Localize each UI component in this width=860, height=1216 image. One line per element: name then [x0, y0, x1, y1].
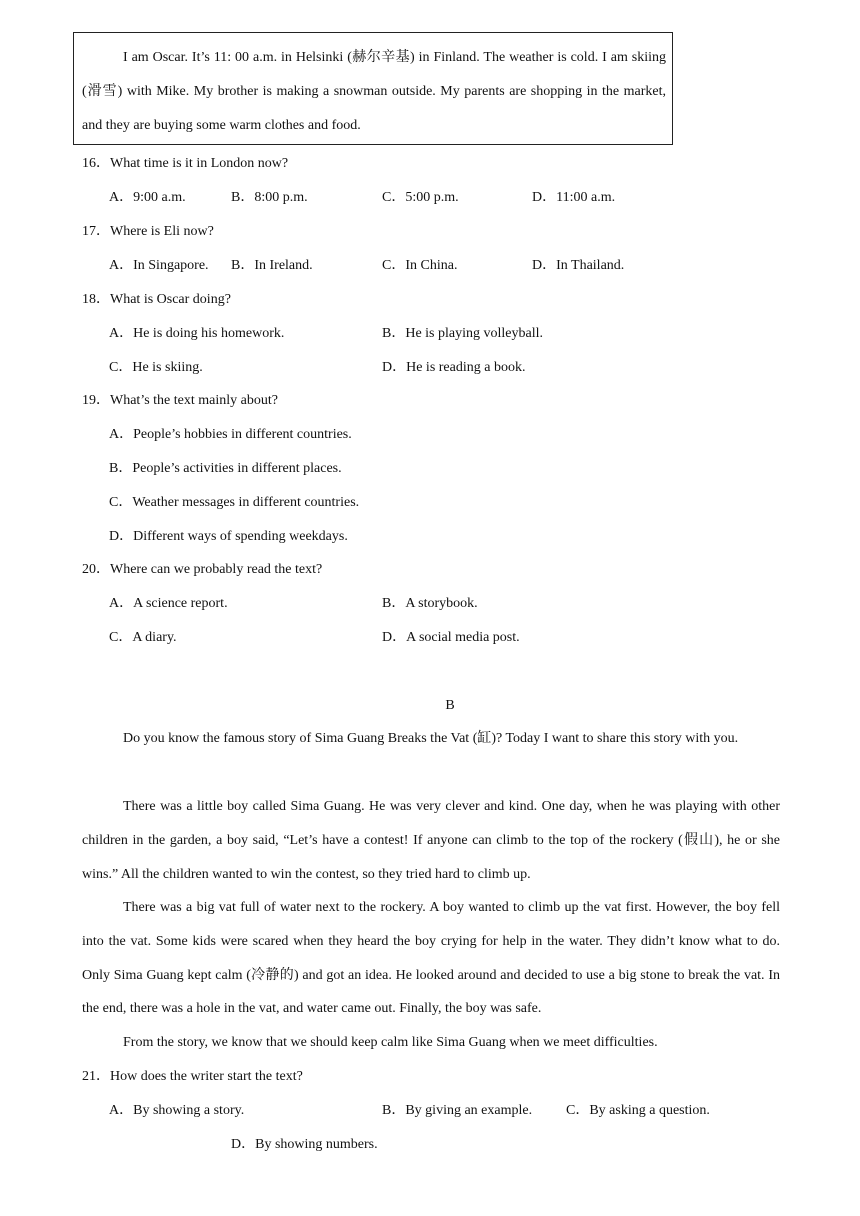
passage-box: [73, 32, 673, 145]
section-b-paragraph-4: From the story, we know that we should keep calm like Sima Guang when we meet difficulties.: [123, 1035, 658, 1050]
question-21-stem: 21．How does the writer start the text?: [82, 1069, 303, 1084]
section-b-paragraph-2: There was a little boy called Sima Guang. He was very clever and kind. One day, when he was playing with other children in the garden, a boy said, “Let’s have a contest! If anyone can climb to the top of the rockery (假山), he or she wins.” All the children wanted to win the contest, so they tried hard to climb up.: [82, 799, 780, 882]
q21-option-d[interactable]: D．By showing numbers.: [231, 1137, 378, 1152]
q21-option-b[interactable]: B．By giving an example.: [382, 1103, 533, 1118]
q18-option-b[interactable]: B．He is playing volleyball.: [382, 326, 543, 341]
question-19-stem: 19．What’s the text mainly about?: [82, 393, 278, 408]
q20-option-d[interactable]: D．A social media post.: [382, 630, 520, 645]
q20-option-a[interactable]: A．A science report.: [109, 596, 228, 611]
q17-option-a[interactable]: A．In Singapore.: [109, 258, 209, 273]
section-b-paragraph-3: There was a big vat full of water next to the rockery. A boy wanted to climb up the vat first. However, the boy fell into the vat. Some kids were scared when they heard the boy crying for help in the water. They didn’t know what to do. Only Sima Guang kept calm (冷静的) and got an idea. He looked around and decided to use a big stone to break the vat. In the end, there was a hole in the vat, and water came out. Finally, the boy was safe.: [82, 900, 780, 1017]
q19-option-c[interactable]: C．Weather messages in different countries.: [109, 495, 360, 510]
section-b-heading: B: [445, 698, 455, 713]
q19-option-a[interactable]: A．People’s hobbies in different countries.: [109, 427, 352, 442]
q21-option-c[interactable]: C．By asking a question.: [566, 1103, 710, 1118]
q20-option-b[interactable]: B．A storybook.: [382, 596, 478, 611]
q20-option-c[interactable]: C．A diary.: [109, 630, 177, 645]
q16-option-b[interactable]: B．8:00 p.m.: [231, 190, 308, 205]
q19-option-d[interactable]: D．Different ways of spending weekdays.: [109, 529, 348, 544]
q19-option-b[interactable]: B．People’s activities in different places.: [109, 461, 342, 476]
section-b-paragraph-1: Do you know the famous story of Sima Guang Breaks the Vat (缸)? Today I want to share this story with you.: [123, 731, 739, 746]
q16-option-d[interactable]: D．11:00 a.m.: [532, 190, 616, 205]
question-16-stem: 16．What time is it in London now?: [82, 156, 289, 171]
q17-option-d[interactable]: D．In Thailand.: [532, 258, 625, 273]
q18-option-d[interactable]: D．He is reading a book.: [382, 360, 526, 375]
q17-option-b[interactable]: B．In Ireland.: [231, 258, 313, 273]
question-17-stem: 17．Where is Eli now?: [82, 224, 214, 239]
passage-box-text: I am Oscar. It’s 11: 00 a.m. in Helsinki (赫尔辛基) in Finland. The weather is cold. I am skiing (滑雪) with Mike. My brother is making a snowman outside. My parents are shopping in the market, and they are buying some warm clothes and food.: [82, 50, 666, 133]
q17-option-c[interactable]: C．In China.: [382, 258, 458, 273]
question-20-stem: 20．Where can we probably read the text?: [82, 562, 323, 577]
q18-option-a[interactable]: A．He is doing his homework.: [109, 326, 285, 341]
q16-option-c[interactable]: C．5:00 p.m.: [382, 190, 459, 205]
q16-option-a[interactable]: A．9:00 a.m.: [109, 190, 186, 205]
q18-option-c[interactable]: C．He is skiing.: [109, 360, 203, 375]
q21-option-a[interactable]: A．By showing a story.: [109, 1103, 245, 1118]
question-18-stem: 18．What is Oscar doing?: [82, 292, 231, 307]
